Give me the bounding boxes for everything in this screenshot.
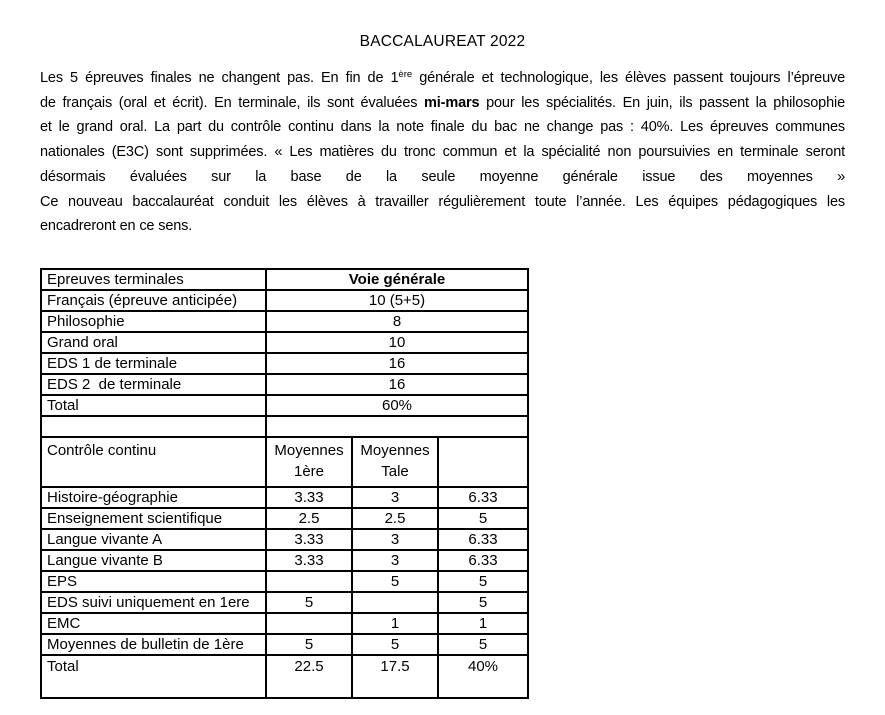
- cell-moyenne-tale: 2.5: [352, 508, 438, 529]
- table2-header-label: Contrôle continu: [41, 437, 266, 487]
- table-row: [41, 508, 528, 529]
- cell-moyenne-tale: 1: [352, 613, 438, 634]
- cell-total: 6.33: [438, 529, 528, 550]
- paragraph-line-7: encadreront en ce sens.: [40, 218, 193, 235]
- table2-header-empty: [438, 437, 528, 487]
- intro-paragraph: [40, 63, 845, 239]
- paragraph-line-3: et le grand oral. La part du contrôle continu dans la note finale du bac ne change pas : 40%. Les épreuves communes: [40, 119, 845, 136]
- table1-header-value: Voie générale: [266, 269, 528, 290]
- line1-text-end: générale et technologique, les élèves passent toujours l’épreuve: [412, 70, 845, 86]
- row-label: Total: [41, 395, 266, 416]
- row-label: Philosophie: [41, 311, 266, 332]
- row-label: EDS 2 de terminale: [41, 374, 266, 395]
- row-value: 60%: [266, 395, 528, 416]
- cell-total: 5: [438, 634, 528, 655]
- row-value: 8: [266, 311, 528, 332]
- empty-cell: [266, 416, 528, 437]
- row-label: EDS suivi uniquement en 1ere: [41, 592, 266, 613]
- table-row: [41, 634, 528, 655]
- spacer-row: [41, 416, 528, 437]
- row-label: Moyennes de bulletin de 1ère: [41, 634, 266, 655]
- paragraph-line-2: [40, 91, 845, 116]
- table-row: [41, 550, 528, 571]
- paragraph-line-4: nationales (E3C) sont supprimées. « Les matières du tronc commun et la spécialité non poursuivies en terminale seront: [40, 144, 845, 161]
- table-row: [41, 487, 528, 508]
- cell-total: 6.33: [438, 550, 528, 571]
- cell-total: 5: [438, 508, 528, 529]
- table2-header-row: [41, 437, 528, 487]
- cell-moyenne-1ere: 3.33: [266, 529, 352, 550]
- row-label: Enseignement scientifique: [41, 508, 266, 529]
- cell-total: 5: [438, 592, 528, 613]
- row-label: Total: [41, 655, 266, 698]
- cell-moyenne-tale: 5: [352, 571, 438, 592]
- cell-moyenne-1ere: 3.33: [266, 487, 352, 508]
- table2-total-row: [41, 655, 528, 698]
- row-label: EMC: [41, 613, 266, 634]
- cell-moyenne-tale: 3: [352, 550, 438, 571]
- cell-moyenne-1ere: 5: [266, 634, 352, 655]
- cell-moyenne-tale: 3: [352, 487, 438, 508]
- superscript-ere: ère: [398, 69, 413, 80]
- cell-moyenne-tale: [352, 592, 438, 613]
- line2-text-start: de français (oral et écrit). En terminale, ils sont évaluées: [40, 94, 425, 111]
- table-row: [41, 353, 528, 374]
- table2-header-moyennes-1ere: Moyennes 1ère: [266, 437, 352, 487]
- row-label: Grand oral: [41, 332, 266, 353]
- paragraph-line-6: Ce nouveau baccalauréat conduit les élèves à travailler régulièrement toute l’année. Les équipes pédagogiques les: [40, 193, 845, 210]
- cell-moyenne-1ere: 22.5: [266, 655, 352, 698]
- table-row: [41, 311, 528, 332]
- row-label: Langue vivante B: [41, 550, 266, 571]
- row-value: 16: [266, 353, 528, 374]
- row-label: EPS: [41, 571, 266, 592]
- row-value: 10 (5+5): [266, 290, 528, 311]
- cell-moyenne-1ere: 3.33: [266, 550, 352, 571]
- bold-mi-mars: mi-mars: [424, 94, 480, 111]
- table1-header-label: Epreuves terminales: [41, 269, 266, 290]
- cell-moyenne-1ere: [266, 613, 352, 634]
- table2-header-moyennes-tale: Moyennes Tale: [352, 437, 438, 487]
- table-row: [41, 529, 528, 550]
- table-row: [41, 374, 528, 395]
- empty-cell: [41, 416, 266, 437]
- table-row: [41, 571, 528, 592]
- row-label: EDS 1 de terminale: [41, 353, 266, 374]
- paragraph-line-5: désormais évaluées sur la base de la seule moyenne générale issue des moyennes »: [40, 168, 845, 185]
- row-value: 10: [266, 332, 528, 353]
- cell-moyenne-tale: 5: [352, 634, 438, 655]
- cell-moyenne-1ere: 2.5: [266, 508, 352, 529]
- row-value: 16: [266, 374, 528, 395]
- cell-moyenne-tale: 3: [352, 529, 438, 550]
- cell-total: 5: [438, 571, 528, 592]
- table-row: [41, 613, 528, 634]
- cell-total: 6.33: [438, 487, 528, 508]
- cell-total: 40%: [438, 655, 528, 698]
- cell-total: 1: [438, 613, 528, 634]
- line2-text-end: pour les spécialités. En juin, ils passent la philosophie: [479, 94, 845, 111]
- cell-moyenne-tale: 17.5: [352, 655, 438, 698]
- table-row: [41, 332, 528, 353]
- table-row: [41, 290, 528, 311]
- table1-total-row: [41, 395, 528, 416]
- row-label: Langue vivante A: [41, 529, 266, 550]
- table1-header-row: [41, 269, 528, 290]
- paragraph-line-1: [40, 63, 845, 91]
- page-title: BACCALAUREAT 2022: [359, 33, 526, 50]
- row-label: Français (épreuve anticipée): [41, 290, 266, 311]
- row-label: Histoire-géographie: [41, 487, 266, 508]
- bac-2022-table: [40, 268, 529, 699]
- table-row: [41, 592, 528, 613]
- line1-text-start: Les 5 épreuves finales ne changent pas. En fin de 1: [40, 70, 399, 86]
- cell-moyenne-1ere: 5: [266, 592, 352, 613]
- cell-moyenne-1ere: [266, 571, 352, 592]
